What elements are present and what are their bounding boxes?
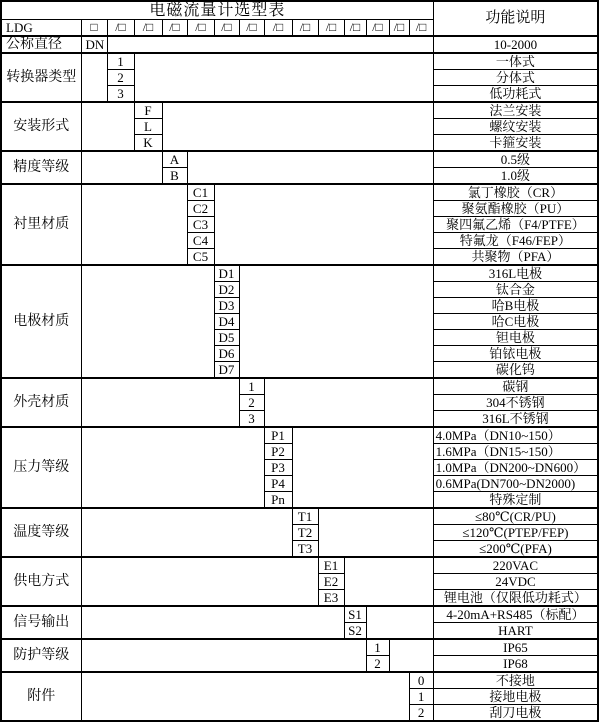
option-description: 1.0MPa（DN200~DN600） [433,460,598,476]
category-label: 精度等级 [1,151,81,184]
option-description: 1.0级 [433,168,598,185]
spacer-cell [344,557,433,606]
spacer-cell [366,606,433,639]
option-code: 2 [366,656,389,673]
option-description: 哈C电极 [433,314,598,330]
category-label: 转换器类型 [1,53,81,102]
option-description: IP65 [433,639,598,656]
model-slot-checkbox: /□ [318,19,344,36]
option-description: 不接地 [433,672,598,689]
option-description: 特氟龙（F46/FEP） [433,233,598,249]
option-code: C2 [187,201,214,217]
model-slot-checkbox: /□ [344,19,366,36]
option-description: 分体式 [433,70,598,86]
option-code: D3 [214,298,239,314]
option-code: C3 [187,217,214,233]
spacer-cell [81,557,318,606]
option-description: 220VAC [433,557,598,574]
model-slot-checkbox: /□ [264,19,292,36]
spacer-cell [318,508,433,557]
option-description: 钽电极 [433,330,598,346]
option-code: 1 [366,639,389,656]
option-description: 碳化钨 [433,362,598,379]
option-code: S2 [344,623,366,640]
option-code: A [162,151,187,168]
spacer-cell [187,151,433,184]
model-slot-checkbox: /□ [214,19,239,36]
category-label: 温度等级 [1,508,81,557]
option-description: 钛合金 [433,282,598,298]
category-label: 供电方式 [1,557,81,606]
option-description: ≤200℃(PFA) [433,541,598,558]
option-description: 4.0MPa（DN10~150） [433,427,598,444]
spacer-cell [107,36,433,53]
option-code: T1 [292,508,318,525]
model-slot-checkbox: /□ [409,19,433,36]
option-description: 聚四氟乙烯（F4/PTFE） [433,217,598,233]
category-label: 衬里材质 [1,184,81,265]
spacer-cell [81,378,239,427]
option-code: 1 [239,378,264,395]
spacer-cell [292,427,433,508]
option-code: K [134,135,162,152]
option-code: 2 [409,705,433,722]
option-code: T2 [292,525,318,541]
option-code: Pn [264,492,292,509]
option-description: 共聚物（PFA） [433,249,598,266]
spacer-cell [389,639,433,672]
category-label: 外壳材质 [1,378,81,427]
category-label: 信号输出 [1,606,81,639]
option-code: E2 [318,574,344,590]
option-code: D1 [214,265,239,282]
option-code: 1 [107,53,134,70]
model-slot-checkbox: /□ [162,19,187,36]
option-description: 接地电极 [433,689,598,705]
option-code: B [162,168,187,185]
spacer-cell [81,606,344,639]
option-description: 304不锈钢 [433,395,598,411]
category-label: 附件 [1,672,81,721]
model-slot-checkbox: /□ [292,19,318,36]
option-description: HART [433,623,598,640]
category-label: 压力等级 [1,427,81,508]
spacer-cell [81,265,214,378]
option-description: 10-2000 [433,36,598,53]
model-slot-checkbox: /□ [389,19,409,36]
category-label: 电极材质 [1,265,81,378]
option-code: D4 [214,314,239,330]
table-title: 电磁流量计选型表 [1,1,433,19]
option-description: 特殊定制 [433,492,598,509]
option-description: 24VDC [433,574,598,590]
option-description: 锂电池（仅限低功耗式） [433,590,598,607]
option-code: 2 [239,395,264,411]
option-code: D7 [214,362,239,379]
option-description: ≤120℃(PTEP/FEP) [433,525,598,541]
option-code: 1 [409,689,433,705]
spacer-cell [81,184,187,265]
spacer-cell [81,53,107,102]
option-code: C5 [187,249,214,266]
spacer-cell [81,639,366,672]
model-slot-checkbox: /□ [107,19,134,36]
option-description: 一体式 [433,53,598,70]
model-slot-checkbox: /□ [187,19,214,36]
option-code: L [134,119,162,135]
model-base-checkbox: □ [81,19,107,36]
spacer-cell [134,53,433,102]
option-code: S1 [344,606,366,623]
option-code: C1 [187,184,214,201]
spacer-cell [81,151,162,184]
option-description: 刮刀电极 [433,705,598,722]
model-slot-checkbox: /□ [134,19,162,36]
category-label: 安装形式 [1,102,81,151]
option-description: 聚氨酯橡胶（PU） [433,201,598,217]
spacer-cell [81,427,264,508]
option-code: DN [81,36,107,53]
option-description: 0.6MPa(DN700~DN2000) [433,476,598,492]
option-description: 铂铱电极 [433,346,598,362]
option-code: 0 [409,672,433,689]
option-description: 螺纹安装 [433,119,598,135]
option-code: T3 [292,541,318,558]
option-code: 3 [239,411,264,428]
option-description: 0.5级 [433,151,598,168]
spacer-cell [239,265,433,378]
spacer-cell [214,184,433,265]
option-code: C4 [187,233,214,249]
option-description: 氯丁橡胶（CR） [433,184,598,201]
model-slot-checkbox: /□ [239,19,264,36]
option-code: D2 [214,282,239,298]
spacer-cell [81,508,292,557]
spacer-cell [264,378,433,427]
option-code: 2 [107,70,134,86]
function-column-header: 功能说明 [433,1,598,36]
option-description: 4-20mA+RS485（标配） [433,606,598,623]
option-description: ≤80℃(CR/PU) [433,508,598,525]
option-code: P4 [264,476,292,492]
option-code: E3 [318,590,344,607]
spacer-cell [162,102,433,151]
model-prefix-code: LDG [1,19,81,36]
option-description: IP68 [433,656,598,673]
category-label: 防护等级 [1,639,81,672]
option-description: 1.6MPa（DN15~150） [433,444,598,460]
option-code: F [134,102,162,119]
option-description: 316L不锈钢 [433,411,598,428]
option-code: 3 [107,86,134,103]
option-code: D5 [214,330,239,346]
option-description: 碳钢 [433,378,598,395]
option-description: 卡箍安装 [433,135,598,152]
option-description: 316L电极 [433,265,598,282]
option-code: P1 [264,427,292,444]
option-description: 法兰安装 [433,102,598,119]
option-code: P3 [264,460,292,476]
option-code: E1 [318,557,344,574]
category-label-dn: 公称直径 [1,36,81,53]
spacer-cell [81,672,409,721]
option-description: 低功耗式 [433,86,598,103]
option-code: D6 [214,346,239,362]
option-description: 哈B电极 [433,298,598,314]
spacer-cell [81,102,134,151]
option-code: P2 [264,444,292,460]
model-slot-checkbox: /□ [366,19,389,36]
